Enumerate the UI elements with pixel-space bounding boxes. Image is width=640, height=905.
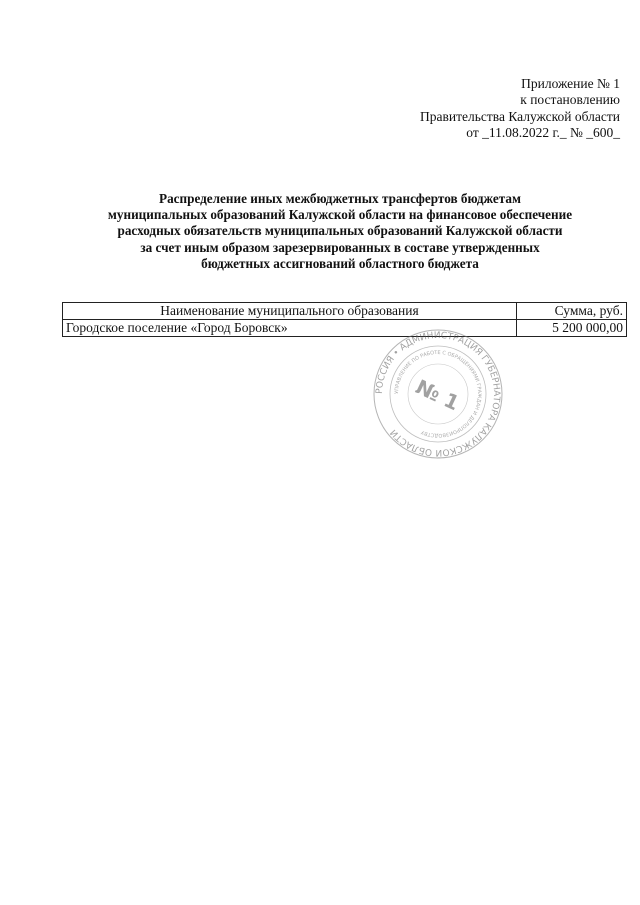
svg-text:РОССИЯ • АДМИНИСТРАЦИЯ ГУБЕРНА: РОССИЯ • АДМИНИСТРАЦИЯ ГУБЕРНАТОРА КАЛУЖСКОЙ ОБЛАСТИ bbox=[374, 330, 502, 458]
header-line: к постановлению bbox=[520, 92, 620, 108]
column-header-sum: Сумма, руб. bbox=[517, 303, 627, 320]
table-header-row bbox=[63, 303, 627, 320]
distribution-table bbox=[62, 302, 627, 337]
header-line: Правительства Калужской области bbox=[419, 108, 620, 124]
document-title bbox=[60, 191, 620, 272]
title-line: муниципальных образований Калужской области на финансовое обеспечение bbox=[107, 207, 573, 223]
amount: 5 200 000,00 bbox=[517, 320, 627, 337]
column-header-name: Наименование муниципального образования bbox=[63, 303, 517, 320]
header-line: от _11.08.2022 г._ № _600_ bbox=[466, 124, 620, 140]
svg-text:УПРАВЛЕНИЕ ПО РАБОТЕ С ОБРАЩЕН: УПРАВЛЕНИЕ ПО РАБОТЕ С ОБРАЩЕНИЯМИ ГРАЖДАН И ДЕЛОПРОИЗВОДСТВУ bbox=[393, 349, 483, 439]
table-row bbox=[63, 320, 627, 337]
municipality-name: Городское поселение «Город Боровск» bbox=[63, 320, 517, 337]
official-seal bbox=[372, 328, 504, 460]
title-line: Распределение иных межбюджетных трансфертов бюджетам bbox=[159, 191, 521, 206]
svg-text:№ 1: № 1 bbox=[412, 374, 464, 416]
title-line: расходных обязательств муниципальных образований Калужской области bbox=[117, 223, 563, 239]
title-line: бюджетных ассигнований областного бюджета bbox=[201, 255, 479, 271]
header-line: Приложение № 1 bbox=[521, 76, 620, 91]
appendix-header bbox=[420, 76, 620, 141]
title-line: за счет иным образом зарезервированных в составе утвержденных bbox=[140, 239, 540, 255]
